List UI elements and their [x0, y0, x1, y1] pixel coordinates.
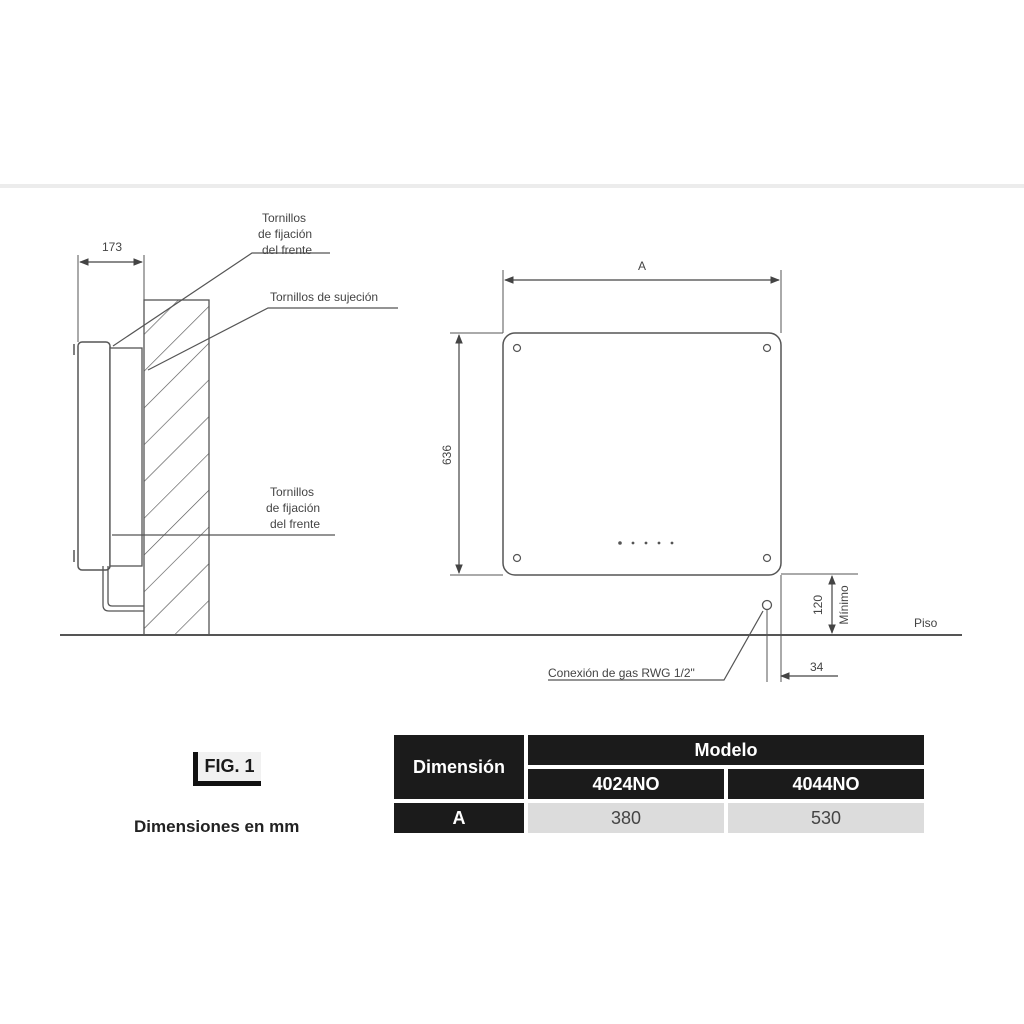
front-view — [440, 259, 938, 682]
width-label: A — [637, 259, 647, 273]
heater-side-back — [110, 348, 142, 566]
wall-hatched — [144, 300, 209, 635]
depth-value: 173 — [101, 240, 123, 254]
units-caption: Dimensiones en mm — [134, 817, 300, 836]
height-value: 636 — [440, 444, 454, 466]
gas-connection-point — [763, 601, 772, 610]
table-header-model-4044: 4044NO — [728, 769, 924, 799]
floor-label: Piso — [914, 616, 938, 630]
min-height-label: Mínimo — [837, 585, 851, 625]
table-row-label: A — [394, 803, 524, 833]
label-front-screws-top: Tornillos de fijación del frente — [258, 211, 313, 257]
side-view — [74, 211, 398, 635]
table-header-dimension: Dimensión — [394, 735, 524, 799]
header-divider — [0, 184, 1024, 188]
figure-badge: FIG. 1 — [193, 752, 261, 786]
table-header-model-4024: 4024NO — [528, 769, 724, 799]
table-header-model: Modelo — [528, 735, 924, 765]
table-cell: 380 — [528, 803, 724, 833]
gas-offset-value: 34 — [810, 660, 824, 674]
min-height-value: 120 — [811, 594, 825, 616]
dimensions-table — [390, 731, 928, 837]
label-front-screws-bottom: Tornillos de fijación del frente — [266, 485, 321, 531]
gas-connection-label: Conexión de gas RWG 1/2" — [548, 666, 695, 680]
label-holding-screws: Tornillos de sujeción — [270, 290, 379, 304]
heater-side-body — [78, 342, 110, 570]
table-cell: 530 — [728, 803, 924, 833]
table-row — [394, 803, 924, 833]
heater-front-panel — [503, 333, 781, 575]
